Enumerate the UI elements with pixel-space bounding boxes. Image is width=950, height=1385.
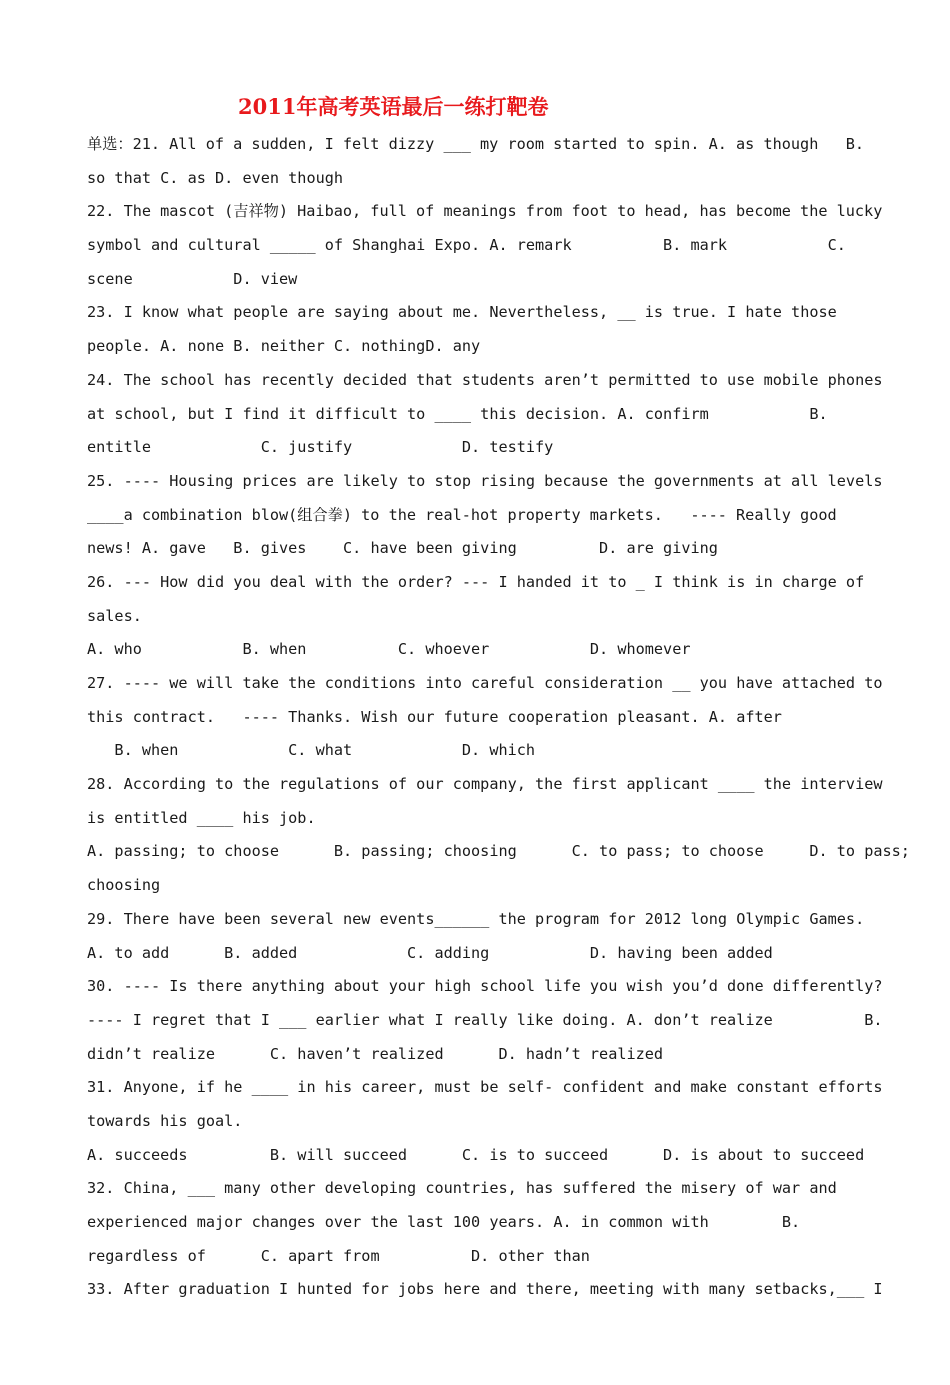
text-line: 26. --- How did you deal with the order? --- I handed it to _ I think is in charge of — [87, 572, 865, 591]
text-line: 24. The school has recently decided that students aren’t permitted to use mobile phones — [87, 370, 883, 389]
text-line: people. A. none B. neither C. nothingD. any — [87, 337, 481, 356]
text-line: A. passing; to choose B. passing; choosing C. to pass; to choose D. to pass; — [87, 842, 910, 861]
text-line: didn’t realize C. haven’t realized D. hadn’t realized — [87, 1044, 664, 1063]
text-line: this contract. ---- Thanks. Wish our future cooperation pleasant. A. after — [87, 707, 782, 726]
exam-body — [87, 128, 910, 1307]
text-line: news! A. gave B. gives C. have been giving D. are giving — [87, 539, 718, 558]
text-line: so that C. as D. even though — [87, 168, 344, 187]
text-line: at school, but I find it difficult to ____ this decision. A. confirm B. — [87, 404, 828, 423]
text-line: towards his goal. — [87, 1111, 243, 1130]
text-line: 33. After graduation I hunted for jobs here and there, meeting with many setbacks,___ I — [87, 1280, 883, 1299]
text-line: A. to add B. added C. adding D. having been added — [87, 943, 773, 962]
text-line: ____a combination blow(组合拳) to the real-hot property markets. ---- Really good — [87, 505, 837, 524]
text-line: A. who B. when C. whoever D. whomever — [87, 640, 691, 659]
text-line: B. when C. what D. which — [87, 741, 536, 760]
text-line: entitle C. justify D. testify — [87, 438, 554, 457]
text-line: is entitled ____ his job. — [87, 808, 316, 827]
text-line: symbol and cultural _____ of Shanghai Expo. A. remark B. mark C. — [87, 236, 846, 255]
text-line: 22. The mascot (吉祥物) Haibao, full of meanings from foot to head, has become the lucky — [87, 202, 883, 221]
text-line: 30. ---- Is there anything about your high school life you wish you’d done differently? — [87, 977, 883, 996]
text-line: regardless of C. apart from D. other than — [87, 1246, 590, 1265]
text-line: 28. According to the regulations of our company, the first applicant ____ the interview — [87, 775, 883, 794]
text-line: 31. Anyone, if he ____ in his career, must be self- confident and make constant efforts — [87, 1078, 883, 1097]
text-line: scene D. view — [87, 269, 298, 288]
text-line: 25. ---- Housing prices are likely to stop rising because the governments at all levels — [87, 471, 883, 490]
text-line: A. succeeds B. will succeed C. is to succeed D. is about to succeed — [87, 1145, 865, 1164]
text-line: choosing — [87, 876, 161, 895]
text-line: 32. China, ___ many other developing countries, has suffered the misery of war and — [87, 1179, 837, 1198]
text-line: sales. — [87, 606, 142, 625]
text-line: 29. There have been several new events______ the program for 2012 long Olympic Games. — [87, 909, 865, 928]
text-line: ---- I regret that I ___ earlier what I really like doing. A. don’t realize B. — [87, 1010, 883, 1029]
page-title: 2011年高考英语最后一练打靶卷 — [238, 94, 549, 119]
text-line: experienced major changes over the last 100 years. A. in common with B. — [87, 1213, 801, 1231]
text-line: 27. ---- we will take the conditions into careful consideration __ you have attached to — [87, 674, 883, 692]
text-line: 单选：21. All of a sudden, I felt dizzy ___ my room started to spin. A. as though B. — [87, 135, 865, 153]
text-line: 23. I know what people are saying about me. Nevertheless, __ is true. I hate those — [87, 303, 837, 322]
